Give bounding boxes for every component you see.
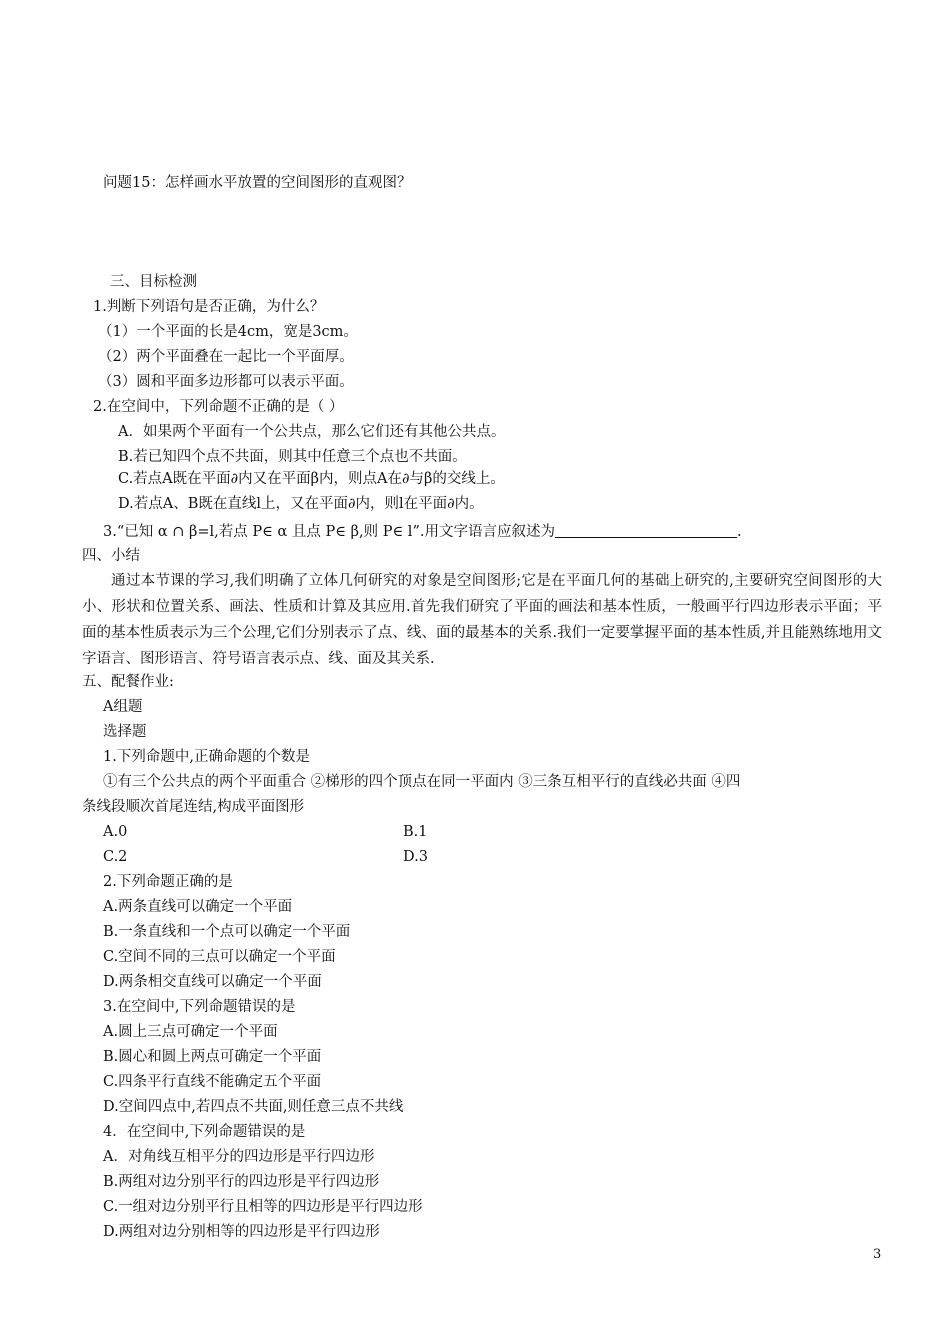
p3-stem: 3.在空间中,下列命题错误的是 (103, 999, 296, 1015)
question-type-label: 选择题 (103, 724, 147, 740)
p1-option-d: D.3 (403, 849, 428, 865)
sec3-q1c: （3）圆和平面多边形都可以表示平面。 (98, 374, 354, 390)
group-label: A组题 (103, 699, 143, 715)
p2-option-c: C.空间不同的三点可以确定一个平面 (103, 949, 336, 965)
p1-option-a: A.0 (103, 824, 128, 840)
answer-blank (555, 523, 737, 538)
sec3-q3-text: 3.“已知 α ∩ β=l,若点 P∈ α 且点 P∈ β,则 P∈ l”.用文字语言应叙述为 (103, 524, 555, 540)
section-5-title: 五、配餐作业: (82, 674, 174, 690)
sec3-q2-option-c: C.若点A既在平面∂内又在平面β内，则点A在∂与β的交线上。 (118, 471, 505, 487)
p2-option-b: B.一条直线和一个点可以确定一个平面 (103, 924, 351, 940)
p1-statements-line2: 条线段顺次首尾连结,构成平面图形 (82, 799, 305, 815)
p1-statements-line1: ①有三个公共点的两个平面重合 ②梯形的四个顶点在同一平面内 ③三条互相平行的直线必共面 ④四 (103, 774, 741, 790)
p4-option-a: A．对角线互相平分的四边形是平行四边形 (103, 1149, 375, 1165)
p3-option-c: C.四条平行直线不能确定五个平面 (103, 1074, 322, 1090)
p4-option-b: B.两组对边分别平行的四边形是平行四边形 (103, 1174, 380, 1190)
p1-stem: 1.下列命题中,正确命题的个数是 (103, 749, 310, 765)
p3-option-d: D.空间四点中,若四点不共面,则任意三点不共线 (103, 1099, 404, 1115)
p4-option-c: C.一组对边分别平行且相等的四边形是平行四边形 (103, 1199, 423, 1215)
sec3-q3 (103, 522, 742, 542)
summary-paragraph: 通过本节课的学习,我们明确了立体几何研究的对象是空间图形;它是在平面几何的基础上研究的,主要研究空间图形的大小、形状和位置关系、画法、性质和计算及其应用.首先我们研究了平面的画法和基本性质，一般画平行四边形表示平面；平面的基本性质表示为三个公理,它们分别表示了点、线、面的最基本的关系.我们一定要掌握平面的基本性质,并且能熟练地用文字语言、图形语言、符号语言表示点、线、面及其关系. (82, 573, 882, 667)
sec3-q2-option-a: A．如果两个平面有一个公共点，那么它们还有其他公共点。 (118, 424, 506, 440)
p1-option-c: C.2 (103, 849, 128, 865)
sec3-q2: 2.在空间中，下列命题不正确的是（ ） (93, 399, 344, 415)
p1-option-b: B.1 (403, 824, 428, 840)
p2-stem: 2.下列命题正确的是 (103, 874, 233, 890)
sec3-q1: 1.判断下列语句是否正确，为什么？ (93, 299, 325, 315)
section-3-title: 三、目标检测 (110, 274, 197, 290)
p4-option-d: D.两组对边分别相等的四边形是平行四边形 (103, 1224, 380, 1240)
page-number: 3 (873, 1247, 882, 1262)
sec3-q1a: （1）一个平面的长是4cm，宽是3cm。 (98, 324, 358, 340)
p2-option-a: A.两条直线可以确定一个平面 (103, 899, 293, 915)
section-4-title: 四、小结 (82, 548, 140, 564)
p3-option-b: B.圆心和圆上两点可确定一个平面 (103, 1049, 322, 1065)
question-15: 问题15：怎样画水平放置的空间图形的直观图？ (103, 175, 412, 191)
sec3-q3-end: . (736, 524, 742, 540)
sec3-q1b: （2）两个平面叠在一起比一个平面厚。 (98, 349, 354, 365)
sec3-q2-option-b: B.若已知四个点不共面，则其中任意三个点也不共面。 (118, 449, 467, 465)
p3-option-a: A.圆上三点可确定一个平面 (103, 1024, 278, 1040)
sec3-q2-option-d: D.若点A、B既在直线l上，又在平面∂内，则l在平面∂内。 (118, 496, 484, 512)
p4-stem: 4．在空间中,下列命题错误的是 (103, 1124, 306, 1140)
p2-option-d: D.两条相交直线可以确定一个平面 (103, 974, 322, 990)
